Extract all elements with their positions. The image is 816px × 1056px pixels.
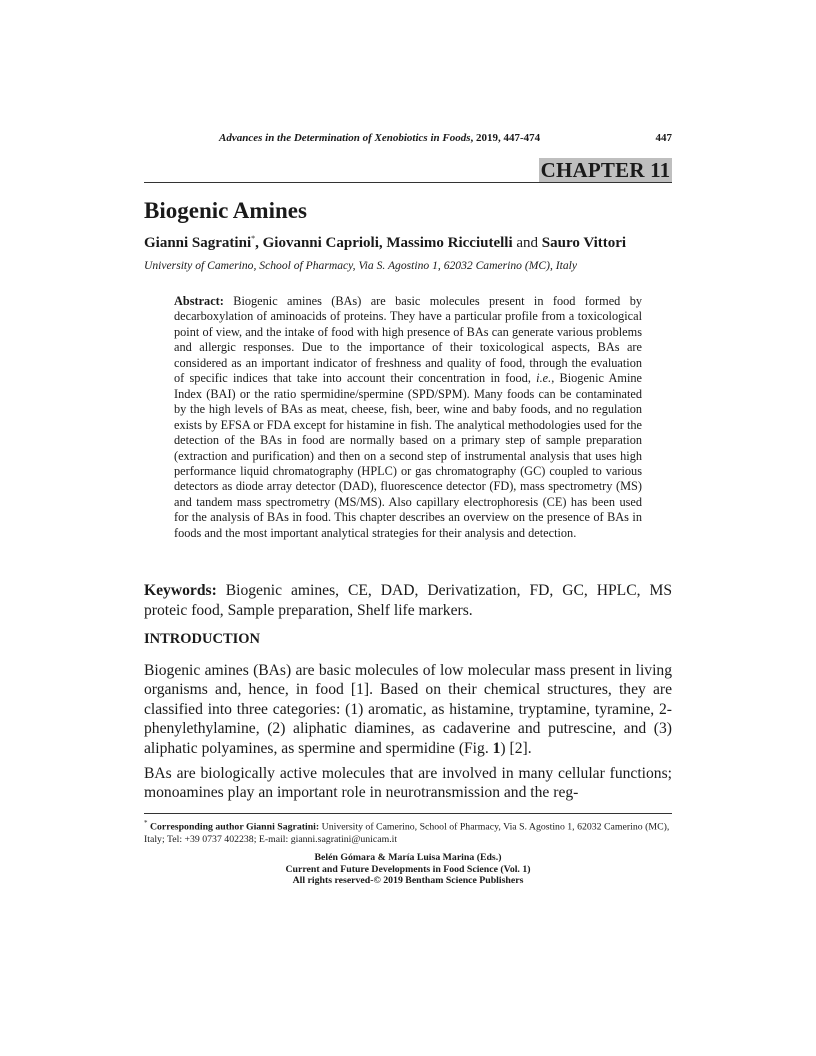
affiliation: University of Camerino, School of Pharmacy, Via S. Agostino 1, 62032 Camerino (MC), Italy — [144, 259, 578, 272]
journal-title: Advances in the Determination of Xenobiotics in Foods, 2019, 447-474 — [219, 132, 541, 144]
editors-line: Belén Gómara & María Luisa Marina (Eds.) — [314, 852, 502, 863]
figure-ref[interactable]: 1 — [492, 739, 501, 757]
chapter-label: CHAPTER 11 — [540, 158, 671, 182]
paragraph-1 — [144, 661, 672, 758]
series-line: Current and Future Developments in Food Science (Vol. 1) — [285, 863, 531, 875]
author-list — [144, 234, 684, 252]
paragraph-2: BAs are biologically active molecules that are involved in many cellular functions; monoamines play an important role in neurotransmission and the reg- — [144, 765, 672, 802]
publisher-info — [144, 852, 672, 887]
abstract-text-1: Biogenic amines (BAs) are basic molecules present in food formed by decarboxylation of aminoacids of proteins. They have a particular profile from a toxicological point of view, and the intake of food with high presence of BAs can generate various problems and allergic responses. Due to the importance of their toxicological aspects, BAs are considered as an important indicator of freshness and quality of food, through the evaluation of specific indices that take into account their concentration in food, — [174, 294, 642, 386]
footnote-divider — [144, 813, 672, 814]
footnote-text: University of Camerino, School of Pharmacy, Via S. Agostino 1, 62032 Camerino (MC), Italy; Tel: +39 0737 402238; E-mail: gianni.sagratini@unicam.it — [144, 821, 670, 845]
abstract-ie: i.e. — [536, 371, 552, 386]
keywords — [144, 581, 672, 621]
header-divider — [144, 182, 672, 183]
copyright-line: All rights reserved-© 2019 Bentham Science Publishers — [292, 875, 524, 886]
keywords-label: Keywords: — [144, 582, 217, 599]
corresponding-mark: * — [251, 234, 256, 243]
abstract — [174, 294, 642, 541]
paragraph-1-text: Biogenic amines (BAs) are basic molecules of low molecular mass present in living organisms and, hence, in food [1]. Based on their chemical structures, they are classified into three categories: (1) aromatic, as histamine, tryptamine, tyramine, 2-phenylethylamine, (2) aliphatic diamines, as cadaverine and putrescine, and (3) aliphatic polyamines, as spermine and spermidine (Fig. — [144, 662, 672, 757]
abstract-label: Abstract: — [174, 294, 224, 308]
footnote-mark: * — [144, 819, 148, 827]
paragraph-1-tail: ) [2]. — [500, 739, 532, 757]
author-1: Gianni Sagratini — [144, 235, 252, 251]
authors-and: and — [512, 235, 542, 251]
footnote — [144, 817, 672, 846]
authors-middle: , Giovanni Caprioli, Massimo Ricciutelli — [255, 235, 513, 251]
page-number: 447 — [655, 132, 672, 144]
abstract-text-2: , Biogenic Amine Index (BAI) or the ratio spermidine/spermine (SPD/SPM). Many foods can be contaminated by the high levels of BAs as meat, cheese, fish, beer, wine and baby foods, and no regulation exists by EFSA or FDA except for histamine in fish. The analytical methodologies used for the detection of the BAs in food are normally based on a primary step of sample preparation (extraction and purification) and then on a second step of instrumental analysis that uses high performance liquid chromatography (HPLC) or gas chromatography (GC) coupled to various detectors as diode array detector (DAD), fluorescence detector (FD), mass spectrometry (MS) and tandem mass spectrometry (MS/MS). Also capillary electrophoresis (CE) has been used for the analysis of BAs in food. This chapter describes an overview on the presence of BAs in foods and the most important analytical strategies for their analysis and detection. — [174, 371, 642, 540]
chapter-title: Biogenic Amines — [144, 198, 307, 223]
author-4: Sauro Vittori — [541, 235, 627, 251]
footnote-label: Corresponding author Gianni Sagratini: — [147, 821, 320, 833]
keywords-text: Biogenic amines, CE, DAD, Derivatization, FD, GC, HPLC, MS proteic food, Sample preparation, Shelf life markers. — [144, 582, 672, 619]
section-heading: INTRODUCTION — [144, 631, 261, 647]
